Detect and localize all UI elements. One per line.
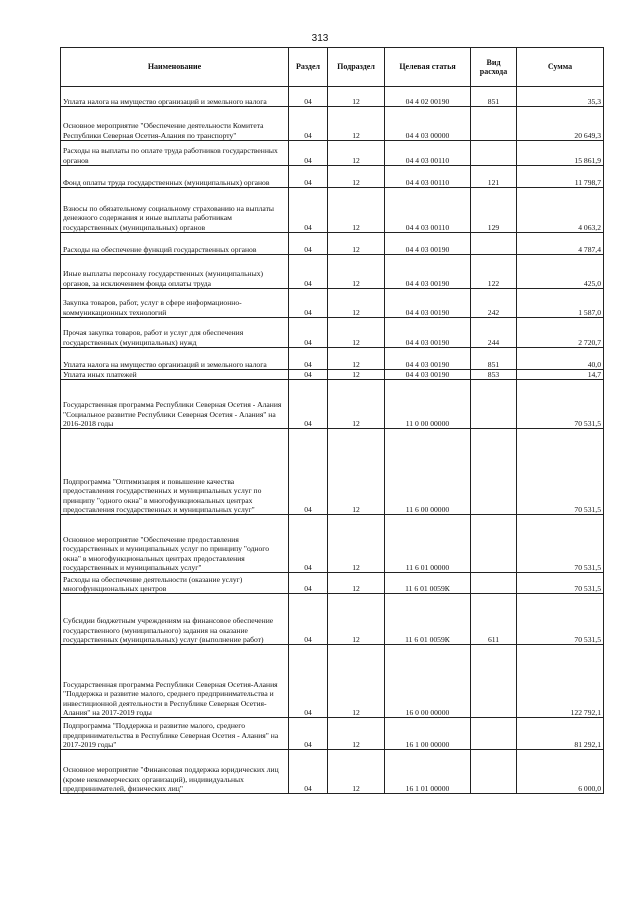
row-podrazdel: 12 <box>328 107 385 141</box>
table-row <box>61 515 604 573</box>
header-csr: Целевая статья <box>385 48 471 87</box>
table-header-row <box>61 48 604 87</box>
table-row <box>61 107 604 141</box>
row-vid <box>471 718 517 750</box>
row-razdel: 04 <box>289 348 328 370</box>
row-sum: 70 531,5 <box>517 380 604 429</box>
row-razdel: 04 <box>289 107 328 141</box>
row-vid <box>471 750 517 794</box>
table-row <box>61 718 604 750</box>
table-row <box>61 750 604 794</box>
row-sum: 425,0 <box>517 255 604 289</box>
row-razdel: 04 <box>289 429 328 515</box>
row-name: Основное мероприятие "Обеспечение предоставления государственных и муниципальных услуг по принципу "одного окна" в многофункциональных центрах предоставления государственных и муниципальных услуг" <box>61 515 289 573</box>
row-name: Государственная программа Республики Северная Осетия - Алания "Социальное развитие Республики Северная Осетия - Алания" на 2016-2018 годы <box>61 380 289 429</box>
row-csr: 04 4 03 00190 <box>385 255 471 289</box>
table-row <box>61 188 604 233</box>
row-name: Основное мероприятие "Обеспечение деятельности Комитета Республики Северная Осетия-Алания по транспорту" <box>61 107 289 141</box>
table-row <box>61 141 604 166</box>
row-name: Уплата налога на имущество организаций и земельного налога <box>61 87 289 107</box>
table-body <box>61 87 604 794</box>
row-csr: 16 0 00 00000 <box>385 645 471 718</box>
table-row <box>61 594 604 645</box>
row-vid <box>471 429 517 515</box>
row-csr: 04 4 03 00110 <box>385 166 471 188</box>
table-row <box>61 87 604 107</box>
row-csr: 04 4 03 00190 <box>385 370 471 380</box>
row-csr: 11 0 00 00000 <box>385 380 471 429</box>
row-razdel: 04 <box>289 380 328 429</box>
row-razdel: 04 <box>289 573 328 594</box>
row-vid: 851 <box>471 348 517 370</box>
row-sum: 2 720,7 <box>517 318 604 348</box>
row-vid: 244 <box>471 318 517 348</box>
row-razdel: 04 <box>289 370 328 380</box>
row-vid <box>471 233 517 255</box>
table-row <box>61 166 604 188</box>
row-razdel: 04 <box>289 255 328 289</box>
row-razdel: 04 <box>289 594 328 645</box>
row-sum: 70 531,5 <box>517 515 604 573</box>
row-csr: 11 6 01 00000 <box>385 515 471 573</box>
row-podrazdel: 12 <box>328 429 385 515</box>
row-vid <box>471 573 517 594</box>
table-row <box>61 289 604 318</box>
table-row <box>61 233 604 255</box>
row-sum: 6 000,0 <box>517 750 604 794</box>
table-row <box>61 645 604 718</box>
row-name: Расходы на выплаты по оплате труда работников государственных органов <box>61 141 289 166</box>
row-vid: 129 <box>471 188 517 233</box>
row-sum: 20 649,3 <box>517 107 604 141</box>
budget-table <box>60 47 604 794</box>
row-csr: 11 6 01 0059К <box>385 573 471 594</box>
row-sum: 70 531,5 <box>517 594 604 645</box>
row-name: Взносы по обязательному социальному страхованию на выплаты денежного содержания и иные выплаты работникам государственных (муниципальных) органов <box>61 188 289 233</box>
row-podrazdel: 12 <box>328 348 385 370</box>
row-csr: 04 4 03 00110 <box>385 141 471 166</box>
row-vid <box>471 380 517 429</box>
row-podrazdel: 12 <box>328 318 385 348</box>
row-sum: 122 792,1 <box>517 645 604 718</box>
row-razdel: 04 <box>289 166 328 188</box>
row-razdel: 04 <box>289 515 328 573</box>
row-vid <box>471 141 517 166</box>
row-razdel: 04 <box>289 645 328 718</box>
row-name: Основное мероприятие "Финансовая поддержка юридических лиц (кроме некоммерческих организаций), индивидуальных предпринимателей, физических лиц" <box>61 750 289 794</box>
row-sum: 15 861,9 <box>517 141 604 166</box>
table-row <box>61 255 604 289</box>
row-sum: 4 063,2 <box>517 188 604 233</box>
row-name: Прочая закупка товаров, работ и услуг для обеспечения государственных (муниципальных) нужд <box>61 318 289 348</box>
row-name: Государственная программа Республики Северная Осетия-Алания "Поддержка и развитие малого, среднего предпринимательства и инвестиционной деятельности в Республике Северная Осетия-Алания" на 2017-2019 годы <box>61 645 289 718</box>
row-sum: 11 798,7 <box>517 166 604 188</box>
row-csr: 04 4 03 00000 <box>385 107 471 141</box>
header-razdel: Раздел <box>289 48 328 87</box>
row-podrazdel: 12 <box>328 166 385 188</box>
row-name: Уплата налога на имущество организаций и земельного налога <box>61 348 289 370</box>
table-row <box>61 573 604 594</box>
row-csr: 04 4 03 00110 <box>385 188 471 233</box>
row-podrazdel: 12 <box>328 380 385 429</box>
row-csr: 04 4 03 00190 <box>385 318 471 348</box>
row-podrazdel: 12 <box>328 718 385 750</box>
row-podrazdel: 12 <box>328 141 385 166</box>
row-podrazdel: 12 <box>328 573 385 594</box>
table-row <box>61 429 604 515</box>
row-csr: 04 4 03 00190 <box>385 233 471 255</box>
row-podrazdel: 12 <box>328 750 385 794</box>
table-row <box>61 370 604 380</box>
row-vid: 242 <box>471 289 517 318</box>
row-vid <box>471 107 517 141</box>
row-csr: 04 4 02 00190 <box>385 87 471 107</box>
header-vid: Вид расхода <box>471 48 517 87</box>
row-vid <box>471 515 517 573</box>
row-razdel: 04 <box>289 289 328 318</box>
row-podrazdel: 12 <box>328 515 385 573</box>
row-csr: 11 6 00 00000 <box>385 429 471 515</box>
row-razdel: 04 <box>289 188 328 233</box>
row-sum: 40,0 <box>517 348 604 370</box>
row-sum: 70 531,5 <box>517 429 604 515</box>
row-csr: 04 4 03 00190 <box>385 348 471 370</box>
header-name: Наименование <box>61 48 289 87</box>
row-podrazdel: 12 <box>328 645 385 718</box>
row-razdel: 04 <box>289 318 328 348</box>
row-podrazdel: 12 <box>328 594 385 645</box>
row-csr: 11 6 01 0059К <box>385 594 471 645</box>
row-name: Субсидии бюджетным учреждениям на финансовое обеспечение государственного (муниципального) задания на оказание государственных (муниципальных) услуг (выполнение работ) <box>61 594 289 645</box>
row-name: Иные выплаты персоналу государственных (муниципальных) органов, за исключением фонда оплаты труда <box>61 255 289 289</box>
row-vid <box>471 645 517 718</box>
row-sum: 70 531,5 <box>517 573 604 594</box>
row-vid: 851 <box>471 87 517 107</box>
row-razdel: 04 <box>289 750 328 794</box>
row-podrazdel: 12 <box>328 188 385 233</box>
row-razdel: 04 <box>289 87 328 107</box>
header-podrazdel: Подраздел <box>328 48 385 87</box>
row-name: Уплата иных платежей <box>61 370 289 380</box>
row-podrazdel: 12 <box>328 289 385 318</box>
table-row <box>61 348 604 370</box>
row-sum: 4 787,4 <box>517 233 604 255</box>
row-sum: 1 587,0 <box>517 289 604 318</box>
table-row <box>61 318 604 348</box>
row-name: Расходы на обеспечение функций государственных органов <box>61 233 289 255</box>
row-name: Подпрограмма "Оптимизация и повышение качества предоставления государственных и муниципальных услуг по принципу "одного окна" в многофункциональных центрах предоставления государственных и муниципальных услуг" <box>61 429 289 515</box>
row-razdel: 04 <box>289 718 328 750</box>
header-sum: Сумма <box>517 48 604 87</box>
row-vid: 853 <box>471 370 517 380</box>
row-razdel: 04 <box>289 141 328 166</box>
row-podrazdel: 12 <box>328 233 385 255</box>
row-name: Подпрограмма "Поддержка и развитие малого, среднего предпринимательства в Республике Северная Осетия - Алания" на 2017-2019 годы" <box>61 718 289 750</box>
row-vid: 121 <box>471 166 517 188</box>
row-name: Расходы на обеспечение деятельности (оказание услуг) многофункциональных центров <box>61 573 289 594</box>
row-csr: 16 1 01 00000 <box>385 750 471 794</box>
row-vid: 122 <box>471 255 517 289</box>
row-vid: 611 <box>471 594 517 645</box>
row-csr: 04 4 03 00190 <box>385 289 471 318</box>
row-sum: 81 292,1 <box>517 718 604 750</box>
page-number: 313 <box>311 33 329 44</box>
row-name: Закупка товаров, работ, услуг в сфере информационно-коммуникационных технологий <box>61 289 289 318</box>
row-podrazdel: 12 <box>328 255 385 289</box>
row-name: Фонд оплаты труда государственных (муниципальных) органов <box>61 166 289 188</box>
table-row <box>61 380 604 429</box>
row-sum: 14,7 <box>517 370 604 380</box>
row-razdel: 04 <box>289 233 328 255</box>
row-sum: 35,3 <box>517 87 604 107</box>
row-csr: 16 1 00 00000 <box>385 718 471 750</box>
row-podrazdel: 12 <box>328 87 385 107</box>
row-podrazdel: 12 <box>328 370 385 380</box>
